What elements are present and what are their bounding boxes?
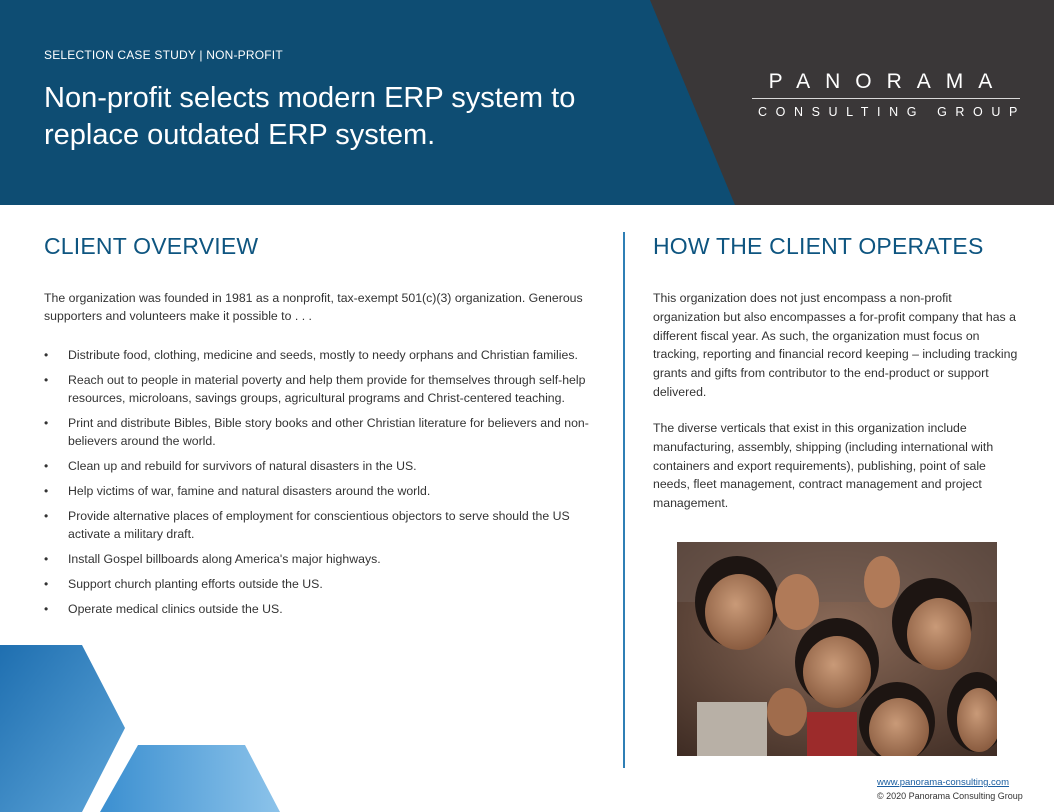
bullet-icon: •: [44, 577, 49, 591]
client-activities-list: [44, 346, 604, 625]
client-overview-intro: The organization was founded in 1981 as a nonprofit, tax-exempt 501(c)(3) organization. Generous supporters and volunteers make it possible to . . .: [44, 291, 583, 323]
bullet-icon: •: [44, 484, 49, 498]
list-item: [44, 550, 604, 568]
list-item-text: Install Gospel billboards along America's major highways.: [68, 552, 381, 566]
list-item: [44, 482, 604, 500]
logo-sub-text: CONSULTING GROUP: [758, 105, 1026, 119]
operations-paragraph-1: This organization does not just encompass a non-profit organization but also encompasses a for-profit company that has a different fiscal year. As such, the organization must focus on tracking, reporting and financial record keeping – including tracking grants and gifts from contributor to the end-product or support delivered.: [653, 291, 1018, 399]
bullet-icon: •: [44, 348, 49, 362]
list-item: [44, 507, 604, 543]
list-item: [44, 346, 604, 364]
list-item-text: Operate medical clinics outside the US.: [68, 602, 283, 616]
panorama-logo: [752, 70, 1026, 119]
list-item: [44, 371, 604, 407]
photo-hand-shape: [767, 688, 807, 736]
list-item-text: Reach out to people in material poverty and help them provide for themselves through self-help resources, microloans, savings groups, agricultural programs and Christ-centered teaching.: [68, 373, 586, 405]
column-divider: [623, 232, 625, 768]
logo-main-text: PANORAMA: [768, 70, 1008, 93]
page-title: Non-profit selects modern ERP system to replace outdated ERP system.: [44, 82, 576, 151]
footer-website-link[interactable]: www.panorama-consulting.com: [877, 777, 1010, 788]
hexagon-shape-small: [100, 745, 280, 812]
bullet-icon: •: [44, 459, 49, 473]
how-client-operates-heading: HOW THE CLIENT OPERATES: [653, 233, 984, 259]
logo-rule: [752, 98, 1020, 99]
list-item-text: Distribute food, clothing, medicine and seeds, mostly to needy orphans and Christian families.: [68, 348, 578, 362]
header-banner: [0, 0, 1054, 205]
photo-shirt-shape: [697, 702, 767, 756]
children-photo: [677, 542, 997, 756]
bullet-icon: •: [44, 509, 49, 523]
hexagon-shape-large: [0, 645, 125, 812]
photo-hand-shape: [775, 574, 819, 630]
photo-face-shape: [705, 574, 773, 650]
list-item-text: Clean up and rebuild for survivors of natural disasters in the US.: [68, 459, 417, 473]
list-item-text: Provide alternative places of employment for conscientious objectors to serve should the US activate a military draft.: [68, 509, 570, 541]
case-study-kicker: SELECTION CASE STUDY | NON-PROFIT: [44, 48, 283, 62]
list-item: [44, 600, 604, 618]
bullet-icon: •: [44, 602, 49, 616]
photo-hand-shape: [864, 556, 900, 608]
operations-paragraph-2: The diverse verticals that exist in this organization include manufacturing, assembly, shipping (including international with containers and export requirements), publishing, point of sale needs, fleet management, contract management and project management.: [653, 421, 994, 511]
list-item: [44, 414, 604, 450]
list-item-text: Help victims of war, famine and natural disasters around the world.: [68, 484, 431, 498]
list-item: [44, 457, 604, 475]
bullet-icon: •: [44, 373, 49, 387]
photo-shirt-shape: [807, 712, 857, 756]
bullet-icon: •: [44, 416, 49, 430]
photo-face-shape: [907, 598, 971, 670]
list-item-text: Print and distribute Bibles, Bible story books and other Christian literature for believers and non-believers around the world.: [68, 416, 589, 448]
decorative-hexagons: [0, 640, 300, 812]
bullet-icon: •: [44, 552, 49, 566]
client-overview-heading: CLIENT OVERVIEW: [44, 233, 259, 259]
list-item: [44, 575, 604, 593]
footer-copyright: © 2020 Panorama Consulting Group: [877, 791, 1023, 801]
list-item-text: Support church planting efforts outside the US.: [68, 577, 323, 591]
photo-face-shape: [803, 636, 871, 708]
